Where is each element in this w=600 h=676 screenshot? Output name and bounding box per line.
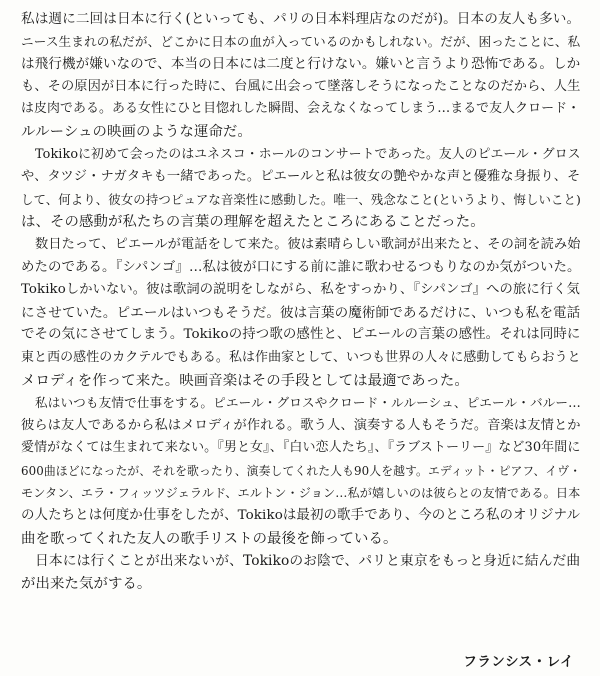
text-line: モンタン、エラ・フィッツジェラルド、エルトン・ジョン…私が嬉しいのは彼らとの友情である。日本: [21, 486, 581, 501]
text-line: の人たちとは何度か仕事をしたが、Tokikoは最初の歌手であり、今のところ私のオリジナル: [21, 508, 581, 524]
text-line: も、その原因が日本に行った時に、台風に出会って墜落しそうになったことなのだから、人生: [21, 78, 581, 94]
text-line: でその気にさせてしまう。Tokikoの持つ歌の感性と、ピエールの言葉の感性。それは同時に: [21, 327, 581, 343]
text-line: Tokikoしかいない。彼は歌詞の説明をしながら、私をすっかり、『シパンゴ』への旅に行く気: [21, 282, 580, 298]
author-signature: フランシス・レイ: [463, 654, 574, 670]
text-line: 数日たって、ピエールが電話をして来た。彼は素晴らしい歌詞が出来たと、その詞を読み始: [35, 236, 581, 252]
text-line: は、その感動が私たちの言葉の理解を超えたところにあることだった。: [21, 214, 485, 231]
text-line: ルルーシュの映画のような運命だ。: [21, 123, 252, 140]
text-line: 東と西の感性のカクテルでもある。私は作曲家として、いつも世界の人々に感動してもらおうと: [21, 349, 581, 365]
text-line: 曲を歌ってくれた友人の歌手リストの最後を飾っている。: [21, 530, 398, 547]
text-line: 私はいつも友情で仕事をする。ピエール・グロスやクロード・ルルーシュ、ピエール・バルー…: [35, 395, 581, 411]
text-line: して、何より、彼女の持つピュアな音楽性に感動した。唯一、残念なこと(というより、悔しいこと): [21, 191, 581, 207]
text-line: が出来た気がする。: [21, 575, 152, 592]
text-line: メロディを作って来た。映画音楽はその手段としては最適であった。: [21, 372, 469, 389]
text-line: 私は週に二回は日本に行く(といっても、パリの日本料理店なのだが)。日本の友人も多い。: [21, 11, 581, 27]
text-line: Tokikoに初めて会ったのはユネスコ・ホールのコンサートであった。友人のピエール・グロス: [35, 146, 581, 162]
text-line: 彼らは友人であるから私はメロディが作れる。歌う人、演奏する人もそうだ。音楽は友情とか: [21, 417, 581, 433]
text-line: ニース生まれの私だが、どこかに日本の血が入っているのかもしれない。だが、困ったことに、私: [21, 33, 581, 49]
text-line: は皮肉である。ある女性にひと目惚れした瞬間、会えなくなってしまう…まるで友人クロード・: [21, 101, 581, 117]
text-line: にさせていた。ピエールはいつもそうだ。彼は言葉の魔術師であるだけに、いつも私を電話: [21, 304, 581, 321]
text-line: や、タツジ・ナガタキも一緒であった。ピエールと私は彼女の艶やかな声と優雅な身振り、そ: [21, 169, 581, 185]
text-line: 愛情がなくては生まれて来ない。『男と女』、『白い恋人たち』、『ラブストーリー』など30年間に: [21, 440, 581, 456]
document-body: [21, 8, 583, 595]
text-line: は飛行機が嫌いなので、本当の日本には二度と行けない。嫌いと言うより恐怖である。しか: [21, 56, 581, 73]
text-line: めたのである。『シパンゴ』…私は彼が口にする前に誰に歌わせるつもりなのか気がついた。: [21, 259, 581, 275]
text-line: 日本には行くことが出来ないが、Tokikoのお陰で、パリと東京をもっと身近に結んだ曲: [35, 553, 581, 570]
text-line: 600曲ほどになったが、それを歌ったり、演奏してくれた人も90人を越す。エディット・ピアフ、イヴ・: [21, 463, 582, 478]
